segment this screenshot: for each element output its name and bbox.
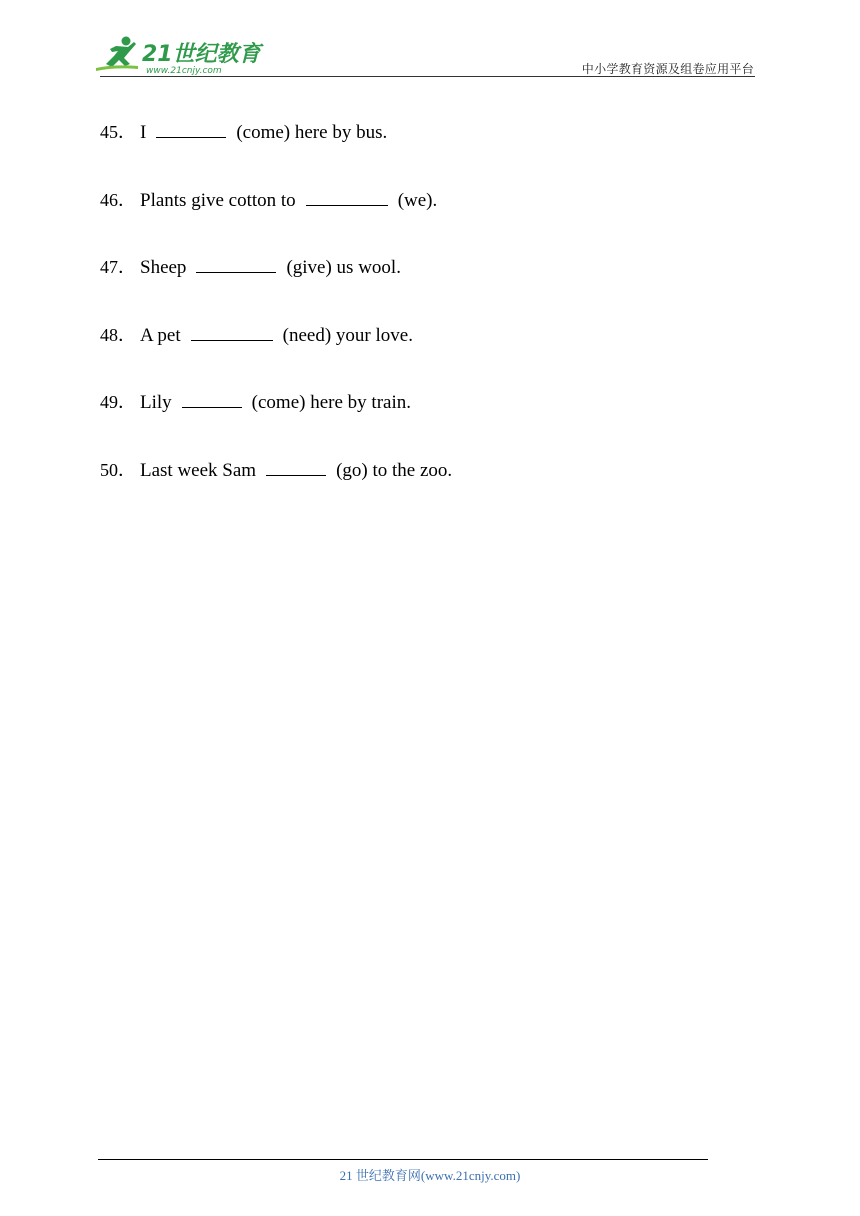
- answer-blank[interactable]: [182, 389, 242, 408]
- footer-link[interactable]: 21 世纪教育网(www.21cnjy.com): [339, 1168, 521, 1183]
- question-item: [100, 253, 740, 321]
- page-header: [0, 0, 860, 90]
- question-text-before: I: [140, 122, 147, 143]
- footer-divider: [98, 1159, 708, 1160]
- question-text-after: (go) to the zoo.: [336, 459, 453, 481]
- question-text-before: Plants give cotton to: [140, 189, 296, 211]
- runner-icon: [96, 37, 138, 72]
- question-number: 46．: [100, 189, 136, 210]
- question-number: 49．: [100, 392, 136, 412]
- answer-blank[interactable]: [156, 119, 226, 138]
- question-number: 50．: [100, 459, 136, 480]
- question-number: 47．: [100, 257, 136, 277]
- question-item: [100, 456, 740, 524]
- question-text-after: (need) your love.: [282, 324, 413, 346]
- question-text-after: (we).: [397, 189, 438, 211]
- question-text-after: (come) here by bus.: [236, 122, 388, 143]
- question-text-before: Lily: [140, 392, 172, 413]
- logo-text: 21世纪教育: [142, 42, 261, 67]
- question-number: 48．: [100, 324, 136, 345]
- question-item: [100, 118, 740, 186]
- logo-21cnjy: [94, 34, 264, 78]
- answer-blank[interactable]: [266, 457, 326, 476]
- logo-url: www.21cnjy.com: [146, 66, 222, 76]
- header-divider: [100, 76, 755, 77]
- question-text-before: A pet: [140, 324, 181, 346]
- answer-blank[interactable]: [196, 254, 276, 273]
- question-list: [100, 118, 740, 523]
- platform-title: 中小学教育资源及组卷应用平台: [581, 62, 754, 76]
- question-item: [100, 321, 740, 389]
- question-text-before: Last week Sam: [140, 459, 257, 481]
- question-item: [100, 388, 740, 456]
- question-text-after: (give) us wool.: [286, 257, 401, 278]
- question-text-after: (come) here by train.: [251, 392, 411, 413]
- question-number: 45．: [100, 122, 136, 142]
- question-item: [100, 186, 740, 254]
- answer-blank[interactable]: [191, 322, 273, 341]
- answer-blank[interactable]: [306, 187, 388, 206]
- question-text-before: Sheep: [140, 257, 187, 278]
